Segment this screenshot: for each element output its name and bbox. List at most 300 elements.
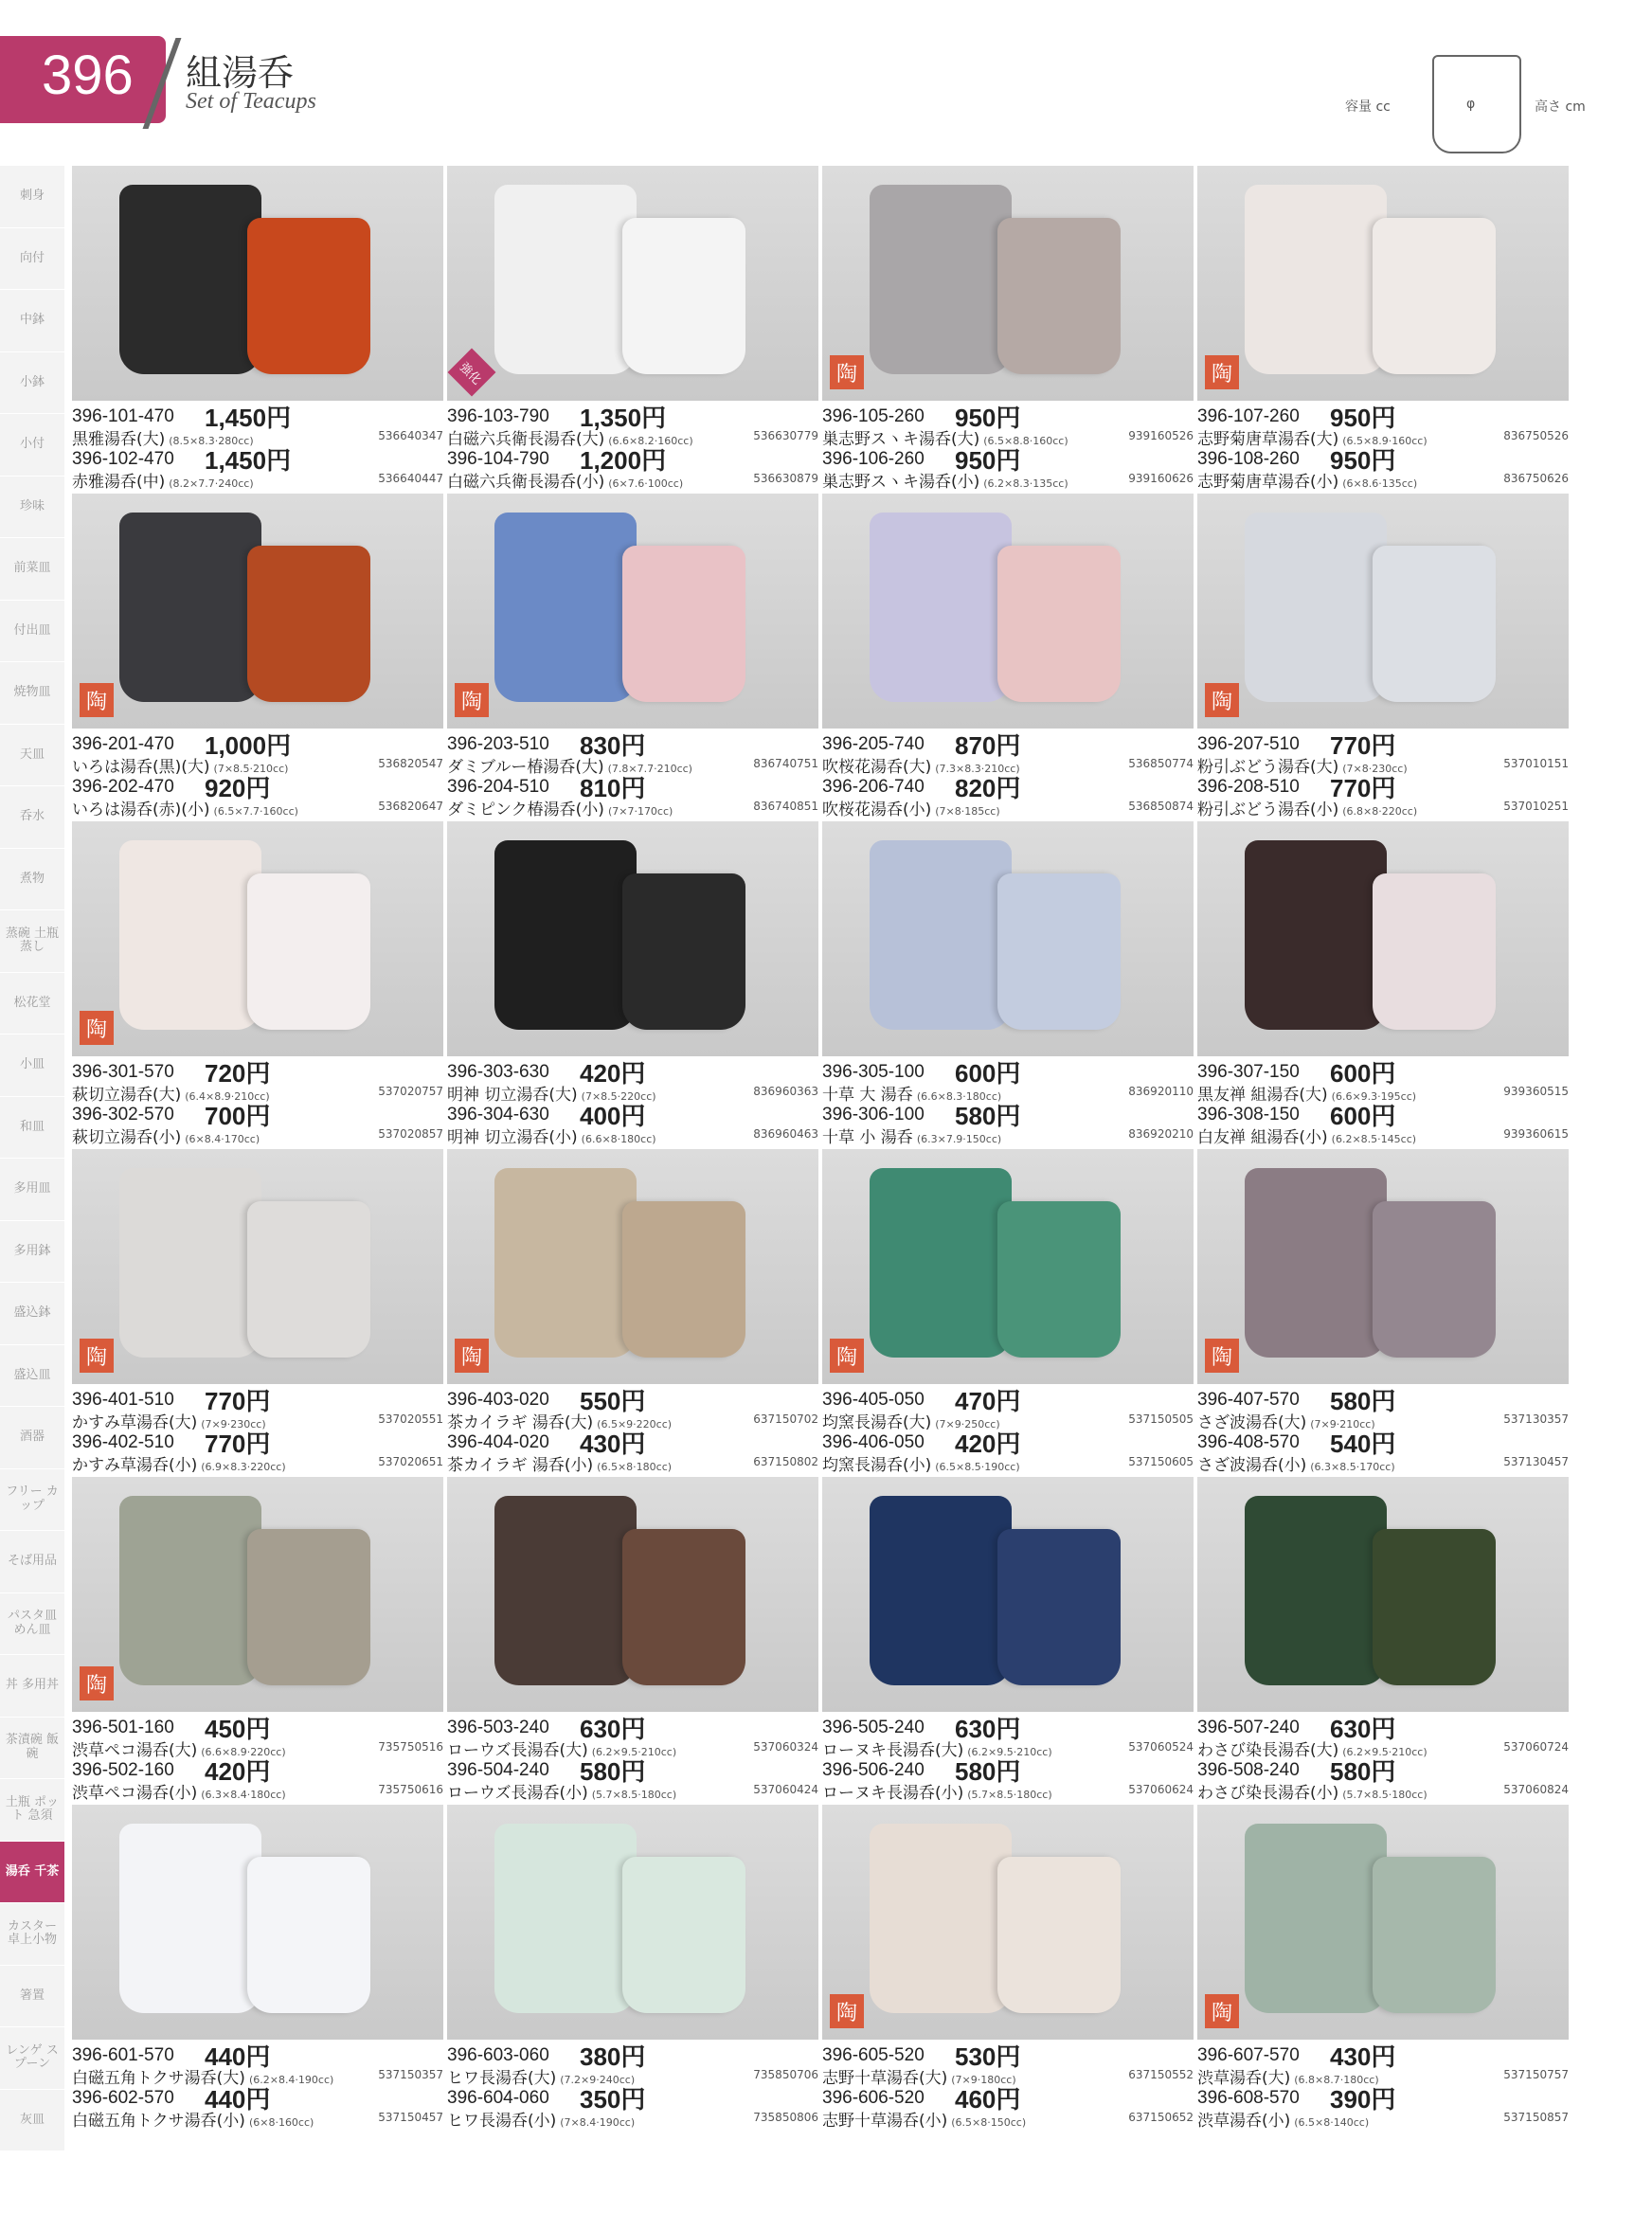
product-price: 600円 bbox=[955, 1059, 1021, 1088]
material-badge: 陶 bbox=[1205, 683, 1239, 717]
product-card[interactable] bbox=[1197, 1805, 1569, 2132]
product-name: かすみ草湯呑(小) (6.9×8.3·220cc) bbox=[72, 1456, 286, 1475]
product-barcode: 537150757 bbox=[1503, 2068, 1569, 2081]
small-cup-image bbox=[1373, 218, 1496, 374]
product-photo bbox=[1197, 1149, 1569, 1384]
product-name: 赤雅湯呑(中) (8.2×7.7·240cc) bbox=[72, 473, 254, 492]
product-barcode: 637150702 bbox=[753, 1412, 818, 1426]
product-name: いろは湯呑(黒)(大) (7×8.5·210cc) bbox=[72, 758, 289, 777]
product-line bbox=[822, 2086, 1194, 2129]
product-name: 巣志野スヽキ湯呑(大) (6.5×8.8·160cc) bbox=[822, 430, 1068, 449]
product-barcode: 637150552 bbox=[1128, 2068, 1194, 2081]
product-code: 396-301-570 bbox=[72, 1062, 174, 1082]
material-badge: 陶 bbox=[80, 1339, 114, 1373]
sidebar-item[interactable]: 酒器 bbox=[0, 1407, 64, 1469]
sidebar-item[interactable]: 湯呑 千茶 bbox=[0, 1842, 64, 1904]
product-card[interactable] bbox=[447, 1149, 818, 1477]
product-card[interactable] bbox=[1197, 1477, 1569, 1805]
product-code: 396-203-510 bbox=[447, 734, 549, 754]
product-spec: (6.6×8.2·160cc) bbox=[608, 435, 693, 447]
sidebar-item[interactable]: 多用皿 bbox=[0, 1159, 64, 1221]
product-code: 396-408-570 bbox=[1197, 1432, 1300, 1452]
large-cup-image bbox=[119, 840, 261, 1030]
product-price: 470円 bbox=[955, 1387, 1021, 1415]
product-price: 700円 bbox=[205, 1102, 271, 1130]
product-name: 十草 大 湯呑 (6.6×8.3·180cc) bbox=[822, 1086, 1002, 1105]
product-code: 396-502-160 bbox=[72, 1760, 174, 1780]
product-barcode: 836960363 bbox=[753, 1085, 818, 1098]
product-code: 396-606-520 bbox=[822, 2088, 925, 2108]
product-price: 870円 bbox=[955, 731, 1021, 760]
product-card[interactable] bbox=[822, 1477, 1194, 1805]
product-barcode: 836960463 bbox=[753, 1127, 818, 1141]
product-name: 粉引ぶどう湯呑(大) (7×8·230cc) bbox=[1197, 758, 1408, 777]
sidebar-item[interactable]: 焼物皿 bbox=[0, 662, 64, 725]
product-name: さざ波湯呑(小) (6.3×8.5·170cc) bbox=[1197, 1456, 1395, 1475]
product-name: 吹桜花湯呑(大) (7.3×8.3·210cc) bbox=[822, 758, 1020, 777]
product-name: 黒雅湯呑(大) (8.5×8.3·280cc) bbox=[72, 430, 254, 449]
product-card[interactable] bbox=[822, 494, 1194, 821]
large-cup-image bbox=[494, 185, 637, 374]
small-cup-image bbox=[1373, 1529, 1496, 1685]
product-spec: (7×8·230cc) bbox=[1342, 763, 1408, 775]
sidebar-item[interactable]: フリー カップ bbox=[0, 1469, 64, 1532]
large-cup-image bbox=[870, 1168, 1012, 1358]
product-photo bbox=[447, 166, 818, 401]
product-line bbox=[447, 447, 818, 490]
product-name: 萩切立湯呑(小) (6×8.4·170cc) bbox=[72, 1128, 260, 1147]
sidebar-item[interactable]: 小皿 bbox=[0, 1035, 64, 1097]
large-cup-image bbox=[119, 1824, 261, 2013]
product-card[interactable] bbox=[822, 166, 1194, 494]
product-price: 820円 bbox=[955, 774, 1021, 802]
product-spec: (7×8.5·220cc) bbox=[581, 1090, 656, 1103]
sidebar-item[interactable]: 盛込鉢 bbox=[0, 1283, 64, 1345]
product-spec: (6.2×9.5·210cc) bbox=[1342, 1746, 1428, 1758]
product-card[interactable] bbox=[72, 1477, 443, 1805]
product-price: 550円 bbox=[580, 1387, 646, 1415]
product-photo bbox=[822, 821, 1194, 1056]
material-badge: 陶 bbox=[455, 683, 489, 717]
product-photo bbox=[822, 1477, 1194, 1712]
product-code: 396-104-790 bbox=[447, 449, 549, 469]
product-price: 440円 bbox=[205, 2085, 271, 2114]
product-code: 396-102-470 bbox=[72, 449, 174, 469]
product-photo bbox=[72, 1477, 443, 1712]
product-code: 396-402-510 bbox=[72, 1432, 174, 1452]
product-name: わさび染長湯呑(大) (6.2×9.5·210cc) bbox=[1197, 1741, 1428, 1760]
sidebar-item[interactable]: 付出皿 bbox=[0, 601, 64, 663]
product-price: 1,200円 bbox=[580, 446, 667, 475]
product-barcode: 537060524 bbox=[1128, 1740, 1194, 1754]
product-spec: (8.5×8.3·280cc) bbox=[169, 435, 254, 447]
product-name: 茶カイラギ 湯呑(小) (6.5×8·180cc) bbox=[447, 1456, 673, 1475]
small-cup-image bbox=[247, 873, 370, 1030]
small-cup-image bbox=[622, 873, 745, 1030]
product-spec: (8.2×7.7·240cc) bbox=[169, 477, 254, 490]
sidebar-item[interactable]: 多用鉢 bbox=[0, 1221, 64, 1284]
product-barcode: 836740751 bbox=[753, 757, 818, 770]
sidebar-item[interactable]: 蒸碗 土瓶蒸し bbox=[0, 910, 64, 973]
small-cup-image bbox=[997, 218, 1121, 374]
product-card[interactable] bbox=[447, 821, 818, 1149]
small-cup-image bbox=[997, 1529, 1121, 1685]
product-photo bbox=[447, 1805, 818, 2040]
size-legend bbox=[1345, 47, 1610, 161]
product-barcode: 537150357 bbox=[378, 2068, 443, 2081]
product-code: 396-106-260 bbox=[822, 449, 925, 469]
sidebar-item[interactable]: 小鉢 bbox=[0, 352, 64, 415]
product-name: 渋草ペコ湯呑(小) (6.3×8.4·180cc) bbox=[72, 1784, 286, 1803]
material-badge: 陶 bbox=[830, 1339, 864, 1373]
product-spec: (6.3×7.9·150cc) bbox=[916, 1133, 1002, 1145]
product-card[interactable] bbox=[447, 166, 818, 494]
product-spec: (6.5×9·220cc) bbox=[597, 1418, 673, 1430]
product-barcode: 836750626 bbox=[1503, 472, 1569, 485]
product-code: 396-202-470 bbox=[72, 777, 174, 797]
product-code: 396-304-630 bbox=[447, 1105, 549, 1124]
product-card[interactable] bbox=[447, 1477, 818, 1805]
product-line bbox=[72, 1103, 443, 1145]
product-name: 明神 切立湯呑(小) (6.6×8·180cc) bbox=[447, 1128, 656, 1147]
sidebar-item[interactable]: 天皿 bbox=[0, 725, 64, 787]
sidebar-item[interactable]: 土瓶 ポット 急須 bbox=[0, 1779, 64, 1842]
product-code: 396-403-020 bbox=[447, 1390, 549, 1410]
product-card[interactable] bbox=[72, 821, 443, 1149]
product-name: ヒワ長湯呑(小) (7×8.4·190cc) bbox=[447, 2112, 636, 2131]
material-badge: 陶 bbox=[1205, 355, 1239, 389]
large-cup-image bbox=[870, 1496, 1012, 1685]
product-price: 540円 bbox=[1330, 1430, 1396, 1458]
large-cup-image bbox=[119, 1168, 261, 1358]
product-barcode: 537150857 bbox=[1503, 2111, 1569, 2124]
product-photo bbox=[822, 494, 1194, 729]
product-line bbox=[822, 775, 1194, 818]
product-spec: (6.6×8·180cc) bbox=[581, 1133, 656, 1145]
large-cup-image bbox=[870, 1824, 1012, 2013]
product-code: 396-605-520 bbox=[822, 2045, 925, 2065]
product-barcode: 537060424 bbox=[753, 1783, 818, 1796]
product-barcode: 836750526 bbox=[1503, 429, 1569, 442]
product-price: 580円 bbox=[955, 1757, 1021, 1786]
sidebar-item[interactable]: パスタ皿 めん皿 bbox=[0, 1593, 64, 1656]
product-line bbox=[447, 1430, 818, 1473]
product-price: 600円 bbox=[1330, 1059, 1396, 1088]
large-cup-image bbox=[494, 1168, 637, 1358]
product-line bbox=[72, 775, 443, 818]
product-name: わさび染長湯呑(小) (5.7×8.5·180cc) bbox=[1197, 1784, 1428, 1803]
product-price: 770円 bbox=[1330, 731, 1396, 760]
product-code: 396-501-160 bbox=[72, 1718, 174, 1737]
product-price: 580円 bbox=[955, 1102, 1021, 1130]
product-barcode: 939160626 bbox=[1128, 472, 1194, 485]
small-cup-image bbox=[622, 1857, 745, 2013]
product-spec: (5.7×8.5·180cc) bbox=[967, 1789, 1052, 1801]
product-photo bbox=[72, 166, 443, 401]
product-photo bbox=[1197, 1477, 1569, 1712]
small-cup-image bbox=[997, 873, 1121, 1030]
product-line bbox=[1197, 1430, 1569, 1473]
product-spec: (7×9·250cc) bbox=[935, 1418, 1000, 1430]
product-spec: (6.8×8.7·180cc) bbox=[1294, 2074, 1379, 2086]
product-code: 396-103-790 bbox=[447, 406, 549, 426]
sidebar-item[interactable]: 呑水 bbox=[0, 786, 64, 849]
sidebar-item[interactable]: 中鉢 bbox=[0, 290, 64, 352]
small-cup-image bbox=[997, 1857, 1121, 2013]
cup-diagram-icon bbox=[1432, 55, 1521, 153]
product-line bbox=[447, 1103, 818, 1145]
product-card[interactable] bbox=[1197, 494, 1569, 821]
product-price: 400円 bbox=[580, 1102, 646, 1130]
product-card[interactable] bbox=[1197, 1149, 1569, 1477]
product-code: 396-204-510 bbox=[447, 777, 549, 797]
product-code: 396-205-740 bbox=[822, 734, 925, 754]
product-line bbox=[1197, 447, 1569, 490]
product-photo bbox=[72, 494, 443, 729]
product-spec: (6.4×8.9·210cc) bbox=[185, 1090, 270, 1103]
product-photo bbox=[1197, 821, 1569, 1056]
product-code: 396-603-060 bbox=[447, 2045, 549, 2065]
product-spec: (6×7.6·100cc) bbox=[608, 477, 684, 490]
product-spec: (6.2×8.3·135cc) bbox=[983, 477, 1068, 490]
product-name: 萩切立湯呑(大) (6.4×8.9·210cc) bbox=[72, 1086, 270, 1105]
small-cup-image bbox=[247, 1857, 370, 2013]
sidebar-item[interactable]: 灰皿 bbox=[0, 2090, 64, 2152]
sidebar-item[interactable]: 茶漬碗 飯碗 bbox=[0, 1718, 64, 1780]
product-barcode: 537020757 bbox=[378, 1085, 443, 1098]
sidebar-item[interactable]: 和皿 bbox=[0, 1097, 64, 1160]
material-badge: 陶 bbox=[80, 1011, 114, 1045]
product-spec: (7×8.4·190cc) bbox=[560, 2116, 636, 2129]
product-price: 580円 bbox=[1330, 1757, 1396, 1786]
large-cup-image bbox=[494, 840, 637, 1030]
product-barcode: 537010251 bbox=[1503, 800, 1569, 813]
product-price: 380円 bbox=[580, 2042, 646, 2071]
product-price: 350円 bbox=[580, 2085, 646, 2114]
product-code: 396-505-240 bbox=[822, 1718, 925, 1737]
legend-capacity: 容量 cc bbox=[1345, 99, 1391, 115]
product-spec: (6.5×8.8·160cc) bbox=[983, 435, 1068, 447]
product-name: 黒友禅 組湯呑(大) (6.6×9.3·195cc) bbox=[1197, 1086, 1417, 1105]
material-badge: 陶 bbox=[80, 1666, 114, 1700]
product-photo bbox=[447, 1477, 818, 1712]
large-cup-image bbox=[1245, 1168, 1387, 1358]
product-code: 396-406-050 bbox=[822, 1432, 925, 1452]
product-card[interactable] bbox=[822, 821, 1194, 1149]
product-name: 均窯長湯呑(小) (6.5×8.5·190cc) bbox=[822, 1456, 1020, 1475]
product-spec: (6.2×8.4·190cc) bbox=[248, 2074, 334, 2086]
product-barcode: 536820647 bbox=[378, 800, 443, 813]
material-badge: 陶 bbox=[830, 355, 864, 389]
product-name: ヒワ長湯呑(大) (7.2×9·240cc) bbox=[447, 2069, 636, 2088]
product-card[interactable] bbox=[1197, 821, 1569, 1149]
product-barcode: 836920110 bbox=[1128, 1085, 1194, 1098]
large-cup-image bbox=[1245, 1496, 1387, 1685]
product-photo bbox=[72, 821, 443, 1056]
product-price: 600円 bbox=[1330, 1102, 1396, 1130]
product-card[interactable] bbox=[72, 494, 443, 821]
product-price: 580円 bbox=[580, 1757, 646, 1786]
product-price: 390円 bbox=[1330, 2085, 1396, 2114]
sidebar-item[interactable]: そば用品 bbox=[0, 1531, 64, 1593]
product-spec: (7.2×9·240cc) bbox=[560, 2074, 636, 2086]
large-cup-image bbox=[870, 185, 1012, 374]
sidebar-item[interactable]: 刺身 bbox=[0, 166, 64, 228]
product-barcode: 537150605 bbox=[1128, 1455, 1194, 1468]
large-cup-image bbox=[494, 1824, 637, 2013]
product-barcode: 939360615 bbox=[1503, 1127, 1569, 1141]
large-cup-image bbox=[1245, 840, 1387, 1030]
product-barcode: 537020551 bbox=[378, 1412, 443, 1426]
product-name: 志野十草湯呑(大) (7×9·180cc) bbox=[822, 2069, 1016, 2088]
product-spec: (5.7×8.5·180cc) bbox=[1342, 1789, 1428, 1801]
product-name: ローヌキ長湯呑(大) (6.2×9.5·210cc) bbox=[822, 1741, 1052, 1760]
product-code: 396-105-260 bbox=[822, 406, 925, 426]
product-price: 1,450円 bbox=[205, 446, 292, 475]
small-cup-image bbox=[1373, 1857, 1496, 2013]
product-spec: (6.6×8.9·220cc) bbox=[201, 1746, 286, 1758]
sidebar-item[interactable]: 盛込皿 bbox=[0, 1345, 64, 1408]
large-cup-image bbox=[119, 513, 261, 702]
product-code: 396-506-240 bbox=[822, 1760, 925, 1780]
product-code: 396-404-020 bbox=[447, 1432, 549, 1452]
product-name: 志野菊唐草湯呑(大) (6.5×8.9·160cc) bbox=[1197, 430, 1428, 449]
product-name: 白磁五角トクサ湯呑(大) (6.2×8.4·190cc) bbox=[72, 2069, 334, 2088]
product-photo bbox=[1197, 1805, 1569, 2040]
product-barcode: 536820547 bbox=[378, 757, 443, 770]
product-card[interactable] bbox=[447, 1805, 818, 2132]
product-price: 950円 bbox=[1330, 446, 1396, 475]
product-photo bbox=[447, 821, 818, 1056]
product-barcode: 735750616 bbox=[378, 1783, 443, 1796]
small-cup-image bbox=[247, 1201, 370, 1358]
product-barcode: 537060824 bbox=[1503, 1783, 1569, 1796]
small-cup-image bbox=[622, 546, 745, 702]
product-name: 明神 切立湯呑(大) (7×8.5·220cc) bbox=[447, 1086, 656, 1105]
product-spec: (6.3×8.4·180cc) bbox=[201, 1789, 286, 1801]
legend-height: 高さ cm bbox=[1535, 99, 1586, 115]
small-cup-image bbox=[1373, 1201, 1496, 1358]
sidebar-item[interactable]: 箸置 bbox=[0, 1966, 64, 2028]
sidebar-item[interactable]: 丼 多用丼 bbox=[0, 1655, 64, 1718]
product-spec: (7×9·180cc) bbox=[951, 2074, 1016, 2086]
sidebar-item[interactable]: レンゲ スプーン bbox=[0, 2027, 64, 2090]
large-cup-image bbox=[870, 513, 1012, 702]
sidebar-item[interactable]: 小付 bbox=[0, 414, 64, 477]
sidebar-item[interactable]: 前菜皿 bbox=[0, 538, 64, 601]
legend-diameter: φ bbox=[1466, 97, 1476, 112]
product-price: 630円 bbox=[1330, 1715, 1396, 1743]
product-line bbox=[1197, 1103, 1569, 1145]
category-sidebar bbox=[0, 166, 64, 2151]
material-badge: 陶 bbox=[830, 1994, 864, 2028]
product-line bbox=[72, 1430, 443, 1473]
product-spec: (6.8×8·220cc) bbox=[1342, 805, 1418, 818]
product-photo bbox=[822, 166, 1194, 401]
material-badge: 陶 bbox=[80, 683, 114, 717]
product-code: 396-201-470 bbox=[72, 734, 174, 754]
product-barcode: 637150652 bbox=[1128, 2111, 1194, 2124]
product-barcode: 537150457 bbox=[378, 2111, 443, 2124]
sidebar-item[interactable]: 向付 bbox=[0, 228, 64, 291]
product-price: 440円 bbox=[205, 2042, 271, 2071]
product-name: 志野十草湯呑(小) (6.5×8·150cc) bbox=[822, 2112, 1027, 2131]
product-name: 白磁六兵衛長湯呑(大) (6.6×8.2·160cc) bbox=[447, 430, 693, 449]
product-name: かすみ草湯呑(大) (7×9·230cc) bbox=[72, 1413, 266, 1432]
product-card[interactable] bbox=[72, 1149, 443, 1477]
sidebar-item[interactable]: 煮物 bbox=[0, 849, 64, 911]
material-badge: 陶 bbox=[1205, 1339, 1239, 1373]
product-spec: (5.7×8.5·180cc) bbox=[591, 1789, 677, 1801]
product-name: ローヌキ長湯呑(小) (5.7×8.5·180cc) bbox=[822, 1784, 1052, 1803]
product-line bbox=[447, 1758, 818, 1801]
product-name: 渋草ペコ湯呑(大) (6.6×8.9·220cc) bbox=[72, 1741, 286, 1760]
product-price: 420円 bbox=[205, 1757, 271, 1786]
product-card[interactable] bbox=[72, 166, 443, 494]
sidebar-item[interactable]: 珍味 bbox=[0, 477, 64, 539]
product-barcode: 735850706 bbox=[753, 2068, 818, 2081]
product-barcode: 735850806 bbox=[753, 2111, 818, 2124]
material-badge: 強化 bbox=[448, 349, 496, 397]
product-name: 均窯長湯呑(大) (7×9·250cc) bbox=[822, 1413, 1000, 1432]
product-name: ローウズ長湯呑(小) (5.7×8.5·180cc) bbox=[447, 1784, 677, 1803]
product-barcode: 536640347 bbox=[378, 429, 443, 442]
product-price: 770円 bbox=[205, 1387, 271, 1415]
product-price: 450円 bbox=[205, 1715, 271, 1743]
product-price: 770円 bbox=[205, 1430, 271, 1458]
product-card[interactable] bbox=[447, 494, 818, 821]
product-barcode: 537130457 bbox=[1503, 1455, 1569, 1468]
product-code: 396-307-150 bbox=[1197, 1062, 1300, 1082]
product-name: 茶カイラギ 湯呑(大) (6.5×9·220cc) bbox=[447, 1413, 673, 1432]
product-spec: (6.6×9.3·195cc) bbox=[1331, 1090, 1417, 1103]
product-name: 白磁五角トクサ湯呑(小) (6×8·160cc) bbox=[72, 2112, 314, 2131]
product-code: 396-206-740 bbox=[822, 777, 925, 797]
small-cup-image bbox=[622, 1201, 745, 1358]
product-card[interactable] bbox=[1197, 166, 1569, 494]
product-code: 396-108-260 bbox=[1197, 449, 1300, 469]
product-code: 396-607-570 bbox=[1197, 2045, 1300, 2065]
product-price: 1,450円 bbox=[205, 404, 292, 432]
product-card[interactable] bbox=[822, 1805, 1194, 2132]
product-price: 770円 bbox=[1330, 774, 1396, 802]
sidebar-item[interactable]: カスター 卓上小物 bbox=[0, 1903, 64, 1966]
product-barcode: 536630879 bbox=[753, 472, 818, 485]
product-spec: (6.3×8.5·170cc) bbox=[1310, 1461, 1395, 1473]
product-barcode: 537020651 bbox=[378, 1455, 443, 1468]
product-code: 396-604-060 bbox=[447, 2088, 549, 2108]
product-code: 396-407-570 bbox=[1197, 1390, 1300, 1410]
product-spec: (7×9·210cc) bbox=[1310, 1418, 1375, 1430]
product-code: 396-107-260 bbox=[1197, 406, 1300, 426]
product-barcode: 939160526 bbox=[1128, 429, 1194, 442]
product-code: 396-101-470 bbox=[72, 406, 174, 426]
product-spec: (7.8×7.7·210cc) bbox=[607, 763, 692, 775]
product-line bbox=[72, 447, 443, 490]
product-code: 396-207-510 bbox=[1197, 734, 1300, 754]
product-line bbox=[822, 1103, 1194, 1145]
material-badge: 陶 bbox=[455, 1339, 489, 1373]
product-card[interactable] bbox=[72, 1805, 443, 2132]
product-price: 420円 bbox=[955, 1430, 1021, 1458]
product-name: ダミブルー椿湯呑(大) (7.8×7.7·210cc) bbox=[447, 758, 692, 777]
product-photo bbox=[822, 1149, 1194, 1384]
small-cup-image bbox=[997, 1201, 1121, 1358]
large-cup-image bbox=[119, 1496, 261, 1685]
product-card[interactable] bbox=[822, 1149, 1194, 1477]
product-spec: (6.6×8.3·180cc) bbox=[916, 1090, 1002, 1103]
sidebar-item[interactable]: 松花堂 bbox=[0, 973, 64, 1035]
